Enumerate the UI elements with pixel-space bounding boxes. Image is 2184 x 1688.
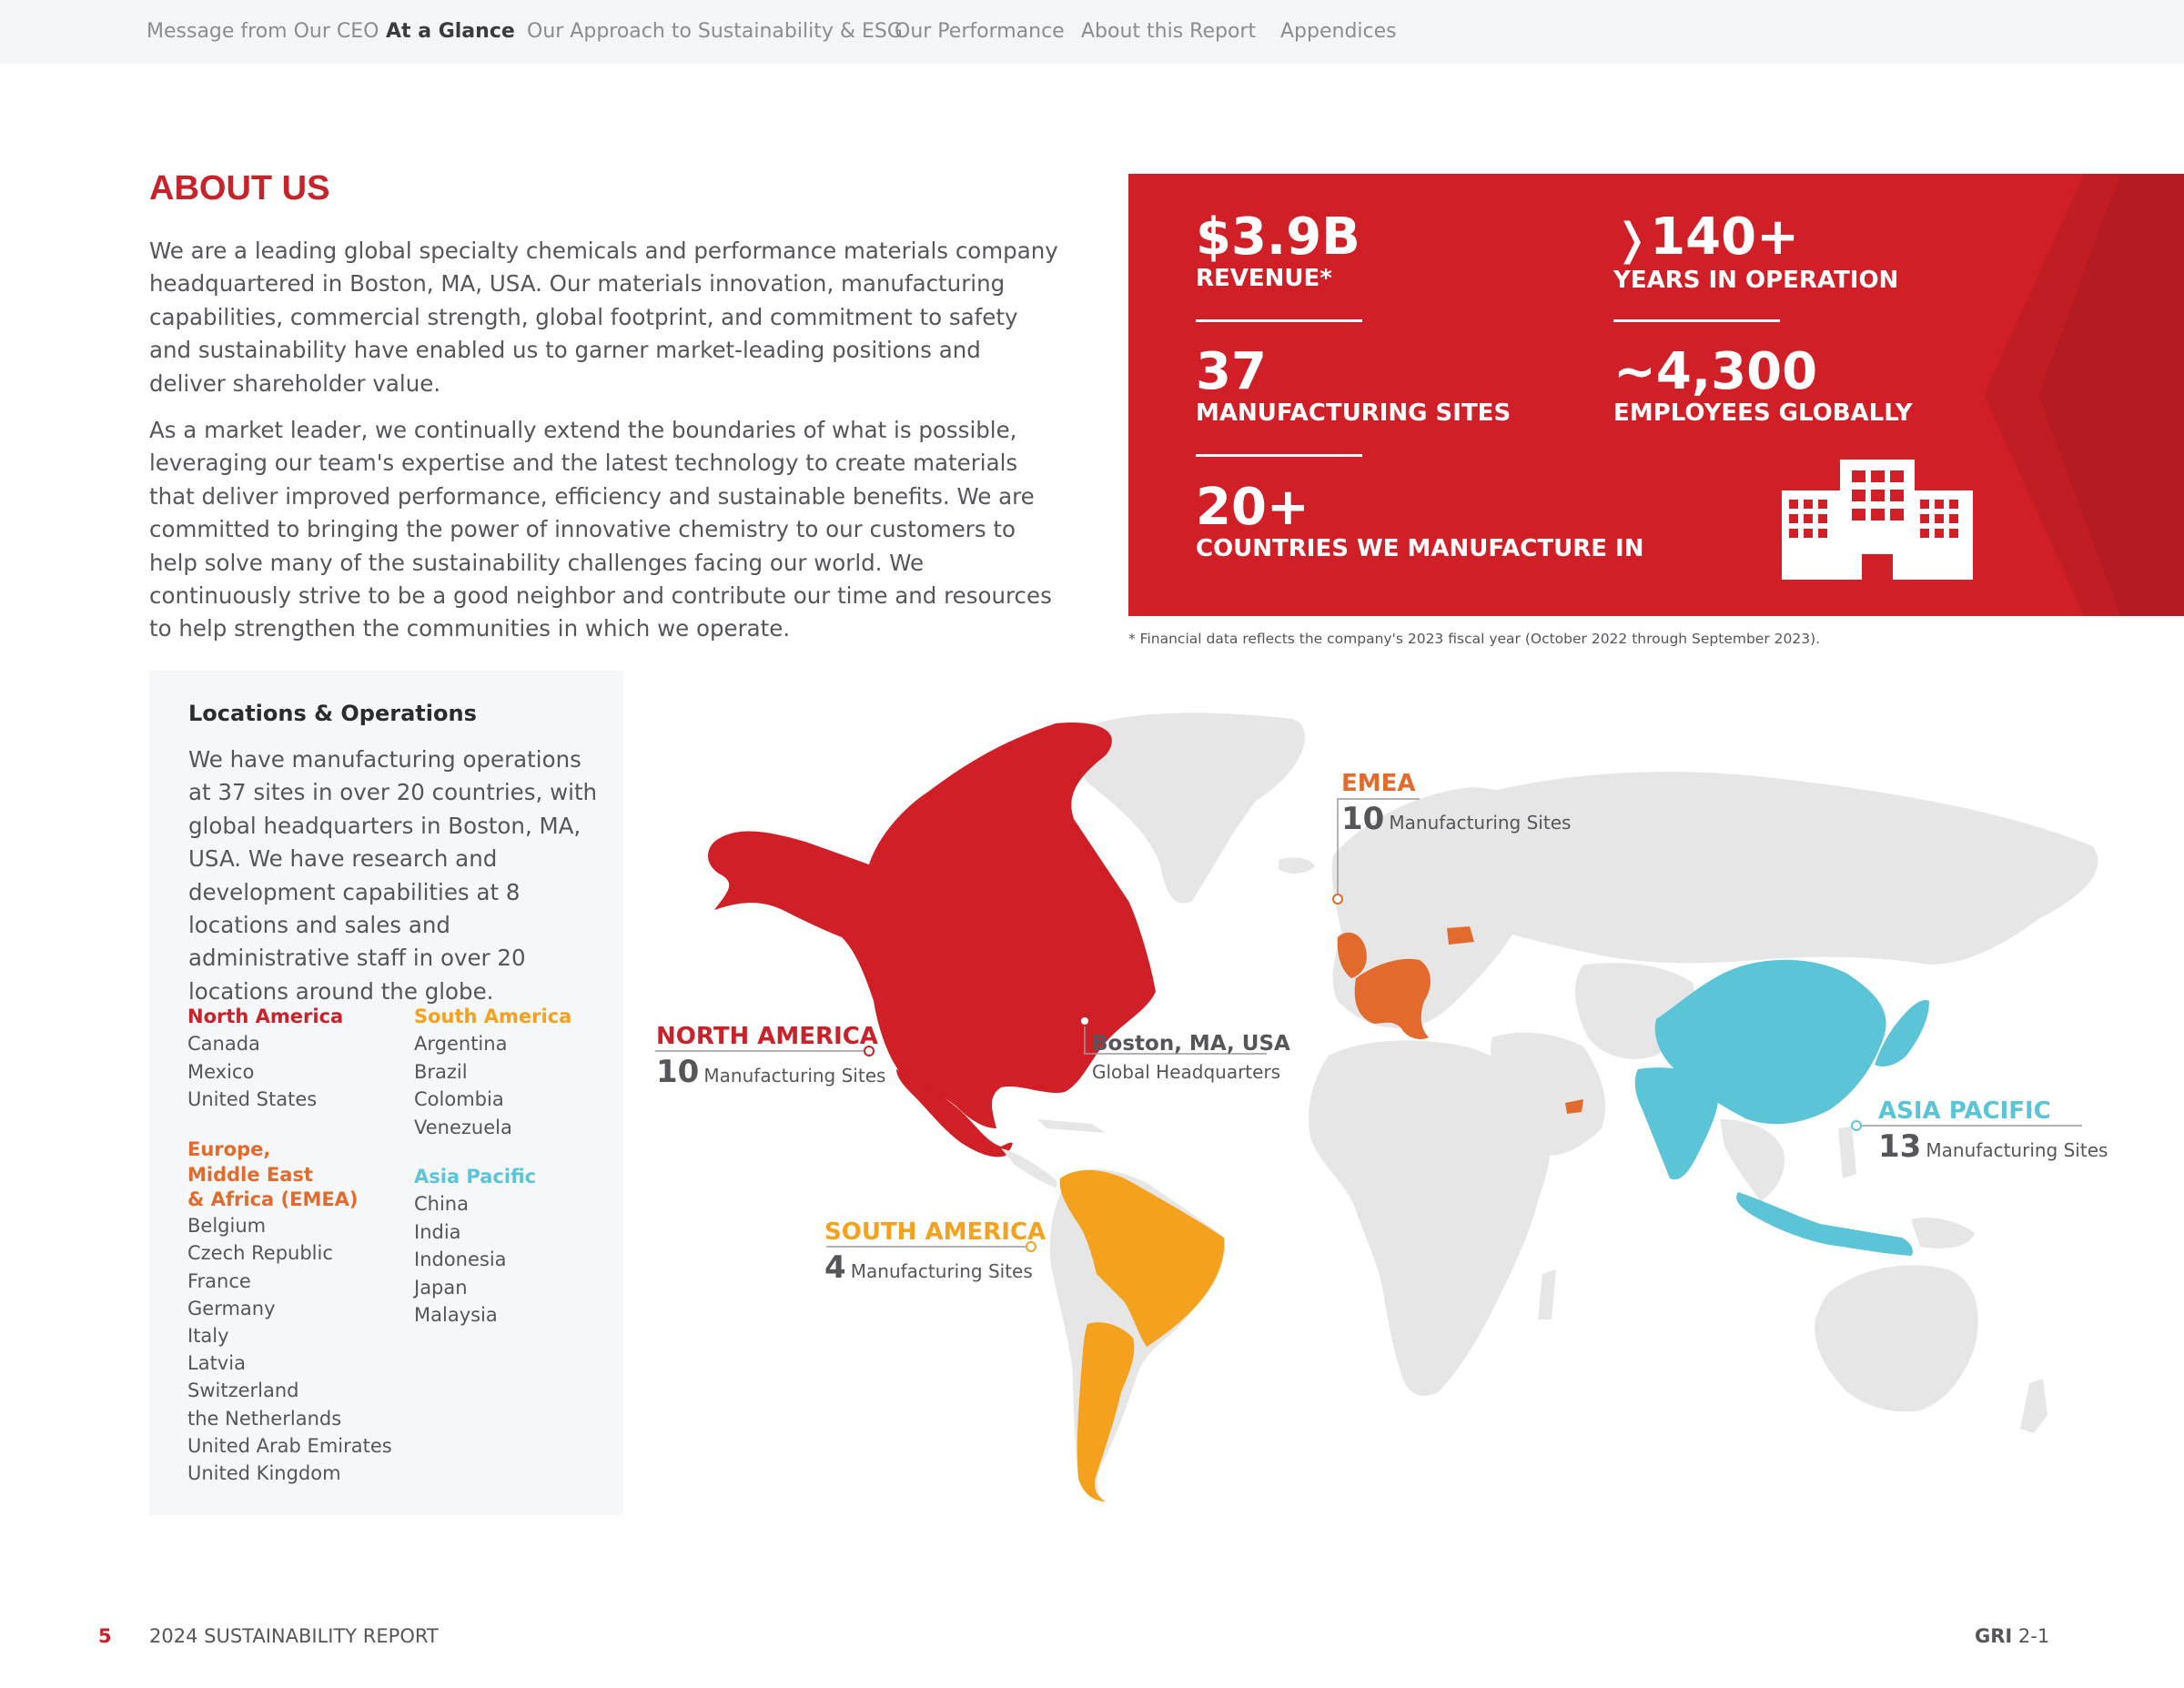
asia-pacific-marker xyxy=(1852,1121,1861,1130)
locations-heading: Locations & Operations xyxy=(188,701,477,726)
callout-title: NORTH AMERICA xyxy=(656,1023,878,1050)
country-item: Brazil xyxy=(414,1060,468,1083)
nav-about-report[interactable]: About this Report xyxy=(1081,20,1257,43)
country-item: United Kingdom xyxy=(187,1462,341,1485)
about-paragraph-2: As a market leader, we continually extend the boundaries of what is possible, leveraging our team's expertise and the latest technology to create materials that deliver improved performance, efficiency and sustainable benefits. We are committed to bringing the power of innovative chemistry to our customers to help solve many of the sustainability challenges facing our world. We continuously strive to be a good neighbor and contribute our time and resources to help strengthen the communities in which we operate. xyxy=(149,417,1052,642)
callout-south-america xyxy=(824,1218,1046,1286)
callout-text: Manufacturing Sites xyxy=(703,1065,886,1087)
stat-years-value: 140+ xyxy=(1650,207,1800,267)
stat-years-label: YEARS IN OPERATION xyxy=(1613,267,1899,294)
callout-emea xyxy=(1341,770,1571,837)
latvia-shape xyxy=(1447,926,1474,945)
country-item: Colombia xyxy=(414,1088,504,1111)
country-item: Canada xyxy=(187,1033,260,1056)
callout-text: Manufacturing Sites xyxy=(1926,1139,2108,1161)
country-item: France xyxy=(187,1269,251,1292)
country-item: China xyxy=(414,1193,469,1216)
indonesia-shape xyxy=(1736,1192,1913,1256)
region-heading: & Africa (EMEA) xyxy=(187,1188,359,1211)
country-item: Indonesia xyxy=(414,1248,507,1271)
iceland-shape xyxy=(1279,857,1315,874)
country-item: United Arab Emirates xyxy=(187,1434,392,1457)
region-heading: Asia Pacific xyxy=(414,1166,537,1188)
stat-divider xyxy=(1196,454,1362,457)
region-heading: Middle East xyxy=(187,1164,313,1187)
southeast-asia-shape xyxy=(1720,1119,1785,1201)
country-item: Italy xyxy=(187,1325,229,1348)
callout-title: SOUTH AMERICA xyxy=(824,1218,1046,1246)
new-zealand-shape xyxy=(2020,1379,2048,1433)
callout-text: Manufacturing Sites xyxy=(1389,812,1572,834)
gri-value: 2-1 xyxy=(2017,1625,2050,1647)
nav-approach-sustainability[interactable]: Our Approach to Sustainability & ESG xyxy=(527,20,903,43)
callout-title: Boston, MA, USA xyxy=(1092,1032,1290,1056)
papua-shape xyxy=(1911,1218,1975,1248)
callout-asia-pacific xyxy=(1878,1097,2108,1165)
nav-our-performance[interactable]: Our Performance xyxy=(895,20,1065,43)
top-navigation xyxy=(0,0,2184,64)
callout-title: EMEA xyxy=(1341,770,1416,797)
stat-employees xyxy=(1613,342,1913,427)
stat-revenue-value: $3.9B xyxy=(1196,207,1360,267)
callout-count: 10 xyxy=(1341,801,1385,837)
callout-text: Manufacturing Sites xyxy=(850,1260,1033,1282)
gri-reference xyxy=(1975,1625,2049,1647)
about-us-heading: ABOUT US xyxy=(149,169,330,207)
emea-marker xyxy=(1333,895,1342,904)
nav-ceo-message[interactable]: Message from Our CEO xyxy=(147,20,379,43)
caribbean-shape xyxy=(1037,1119,1106,1133)
callout-count: 13 xyxy=(1878,1128,1922,1165)
stat-years xyxy=(1613,207,1899,294)
page-number: 5 xyxy=(98,1625,112,1647)
country-item: Latvia xyxy=(187,1352,246,1375)
nav-appendices[interactable]: Appendices xyxy=(1280,20,1397,43)
financial-footnote: * Financial data reflects the company's 2023 fiscal year (October 2022 through September 2023). xyxy=(1128,631,1821,647)
country-item: Czech Republic xyxy=(187,1242,333,1265)
greater-than-icon: ❭ xyxy=(1613,214,1651,265)
region-emea xyxy=(187,1136,406,1487)
country-item: Malaysia xyxy=(414,1304,498,1327)
country-item: Germany xyxy=(187,1297,276,1319)
country-list xyxy=(414,1190,596,1329)
philippines-shape xyxy=(1838,1127,1856,1178)
country-item: Mexico xyxy=(187,1060,255,1083)
country-list xyxy=(414,1030,596,1141)
stat-countries-label: COUNTRIES WE MANUFACTURE IN xyxy=(1196,535,1644,562)
country-item: Argentina xyxy=(414,1033,508,1056)
nav-at-a-glance[interactable]: At a Glance xyxy=(386,20,515,43)
stat-sites-label: MANUFACTURING SITES xyxy=(1196,399,1512,427)
country-list xyxy=(187,1030,406,1113)
central-america-shape xyxy=(1001,1148,1057,1188)
stat-revenue-label: REVENUE* xyxy=(1196,265,1332,292)
country-item: Venezuela xyxy=(414,1116,512,1138)
stat-divider xyxy=(1196,319,1362,322)
callout-north-america xyxy=(656,1023,885,1090)
gri-label: GRI xyxy=(1975,1625,2013,1647)
country-item: India xyxy=(414,1220,461,1243)
country-item: Belgium xyxy=(187,1215,267,1238)
stat-employees-value: ~4,300 xyxy=(1613,342,1818,401)
stat-employees-label: EMPLOYEES GLOBALLY xyxy=(1613,399,1913,427)
region-south-america xyxy=(414,1003,596,1141)
region-heading: North America xyxy=(187,1006,344,1027)
country-item: United States xyxy=(187,1088,318,1111)
region-north-america xyxy=(187,1003,406,1114)
region-heading: South America xyxy=(414,1006,572,1027)
stat-sites-value: 37 xyxy=(1196,342,1267,401)
region-asia-pacific xyxy=(414,1163,596,1329)
stat-divider xyxy=(1613,319,1780,322)
hq-marker xyxy=(1080,1016,1089,1026)
key-stats-panel xyxy=(1128,174,2184,616)
region-heading: Europe, xyxy=(187,1138,271,1160)
stat-countries-value: 20+ xyxy=(1196,478,1309,537)
callout-count: 10 xyxy=(656,1054,700,1090)
argentina-shape xyxy=(1077,1322,1135,1501)
country-item: Switzerland xyxy=(187,1380,299,1402)
country-list xyxy=(187,1212,406,1487)
about-paragraph-1: We are a leading global specialty chemicals and performance materials company headquartered in Boston, MA, USA. Our materials innovation, manufacturing capabilities, commercial strength, global footprint, and commitment to safety and sustainability have enabled us to garner market-leading positions and deliver shareholder value. xyxy=(149,238,1058,397)
australia-shape xyxy=(1815,1265,1978,1411)
country-item: Japan xyxy=(414,1276,468,1299)
callout-hq xyxy=(1092,1030,1290,1083)
locations-description: We have manufacturing operations at 37 sites in over 20 countries, with global headquarters in Boston, MA, USA. We have research and development capabilities at 8 locations and sales and administrative staff in over 20 locations around the globe. xyxy=(188,746,598,1005)
madagascar-shape xyxy=(1538,1269,1556,1319)
stat-manufacturing-sites xyxy=(1196,342,1512,427)
country-item: the Netherlands xyxy=(187,1407,342,1430)
building-icon xyxy=(1782,456,1973,583)
stat-countries xyxy=(1196,480,1643,562)
callout-text: Global Headquarters xyxy=(1092,1061,1281,1083)
stat-revenue xyxy=(1196,207,1360,292)
report-title: 2024 SUSTAINABILITY REPORT xyxy=(149,1625,439,1647)
callout-count: 4 xyxy=(824,1249,846,1286)
callout-title: ASIA PACIFIC xyxy=(1878,1097,2051,1125)
